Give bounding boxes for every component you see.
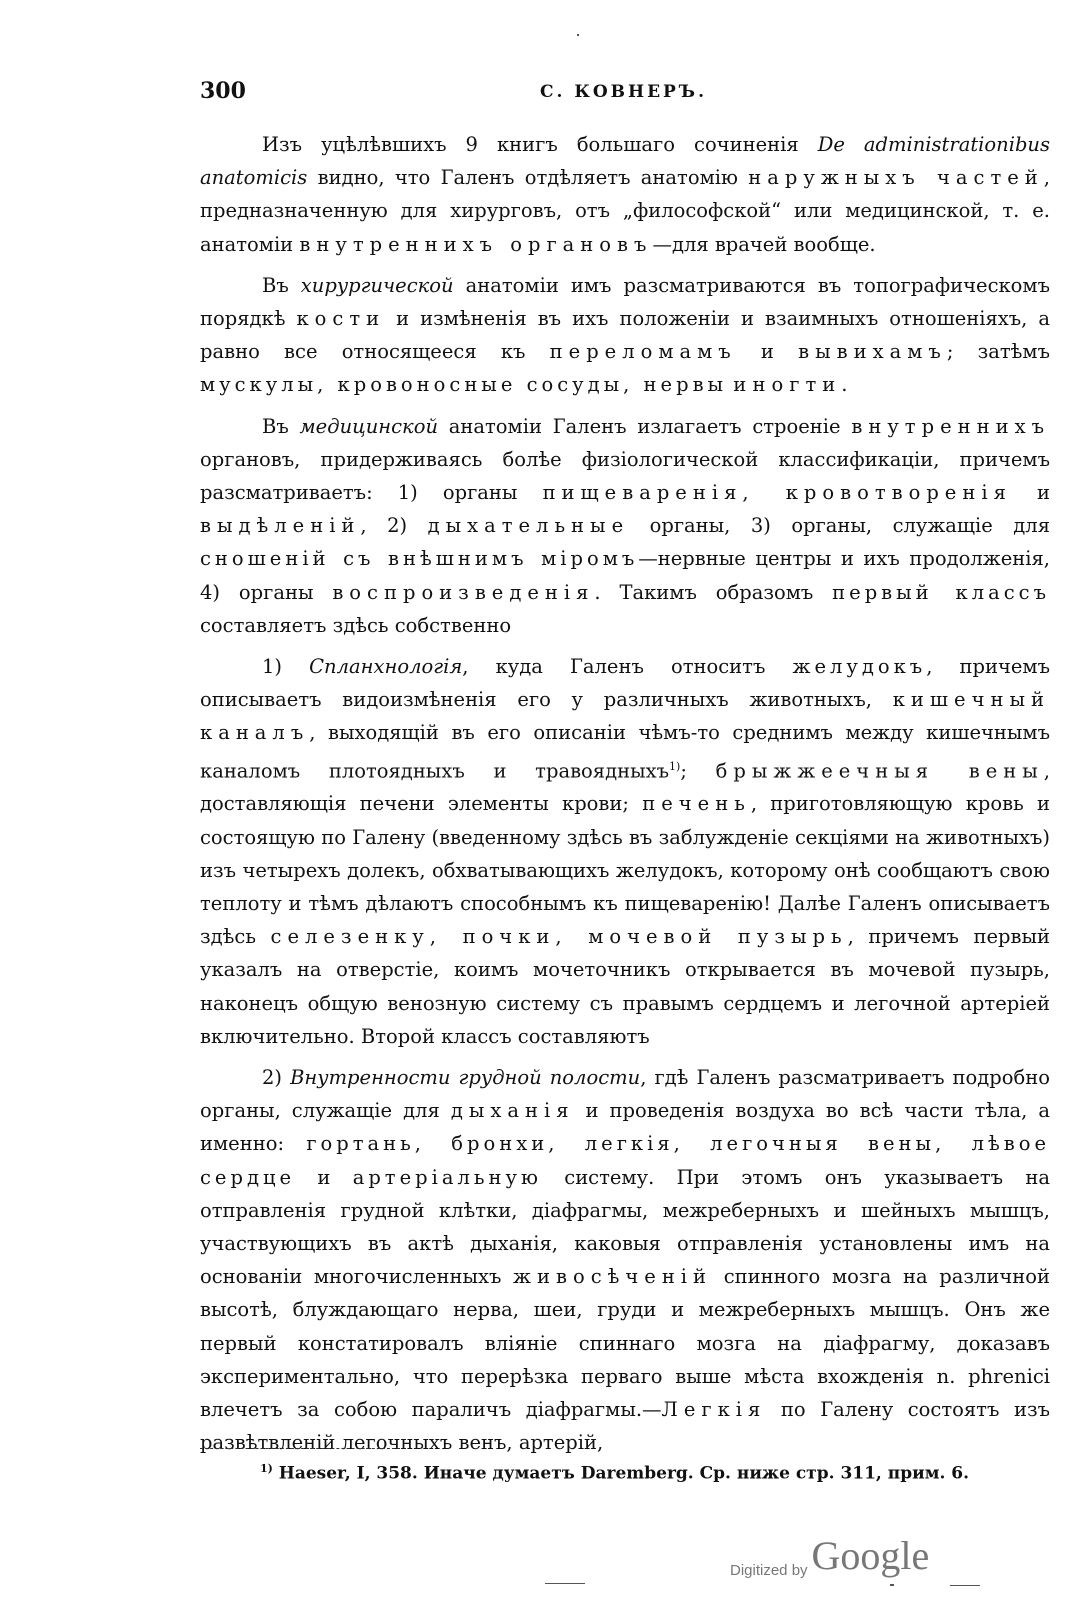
digitized-watermark (730, 1532, 929, 1582)
text-run: Въ (262, 273, 301, 297)
text-run: спинного мозга на различной высотѣ, блуждающаго нерва, шеи, груди и межреберныхъ мышцъ. Онъ же первый констатировалъ вліяніе спиннаго мозга на діафрагму, доказавъ экспериментально, что перерѣзка перваго выше мѣста вхожденія n. phrenici влечетъ за собою параличъ діафрагмы.— (200, 1265, 1050, 1422)
running-head: С. КОВНЕРЪ. (540, 82, 707, 102)
text-run: , гдѣ Галенъ разсматриваетъ подробно органы, служащіе для (200, 1065, 1050, 1123)
text-run: , доставляющія печени элементы крови; (200, 759, 1050, 816)
spaced-term: сношеній съ внѣшнимъ міромъ (200, 547, 639, 571)
page-header (200, 78, 1050, 112)
italic-term: Спланхнологія (309, 655, 463, 679)
italic-term: хирургической (300, 273, 454, 297)
paragraph-4 (200, 650, 1050, 1053)
spaced-term: переломамъ (549, 340, 737, 364)
text-run: органовъ, придерживаясь болѣе физіологической классификаціи, причемъ разсматриваетъ: 1) органы (200, 447, 1050, 505)
text-run: , причемъ первый указалъ на отверстіе, коимъ мочеточникъ открывается въ мочевой пузырь, наконецъ общую венозную систему съ правымъ сердцемъ и легочной артеріей включительно. Второй классъ составляютъ (200, 925, 1051, 1048)
italic-term: медицинской (299, 414, 438, 438)
spaced-term: пищеваренія, кровотворенія (542, 481, 1012, 505)
text-run: и (727, 373, 753, 397)
spaced-term: селезенку, почки, мочевой пузырь (270, 925, 848, 949)
spaced-term: кишечный каналъ (200, 688, 1050, 745)
text-run: анатоміи имъ разсматриваются въ топографическомъ порядкѣ (200, 273, 1050, 331)
scan-speck (890, 1584, 894, 1586)
text-run: составляетъ здѣсь собственно (200, 613, 512, 637)
page-number: 300 (200, 78, 246, 104)
footnote (260, 1462, 1050, 1484)
spaced-term: внутреннихъ (851, 414, 1050, 438)
text-run: и проведенія воздуха во всѣ части тѣла, а именно: (200, 1099, 1050, 1156)
text-run: ; (680, 759, 716, 783)
footnote-divider (200, 1448, 400, 1449)
spaced-term: желудокъ (792, 655, 927, 679)
paragraph-1 (200, 128, 1050, 261)
paragraph-2 (200, 269, 1050, 402)
spaced-term: внутреннихъ органовъ (299, 232, 653, 256)
text-run: , 2) (360, 514, 428, 538)
text-run: и (736, 340, 799, 364)
text-run: , выходящій въ его описаніи чѣмъ-то среднимъ между кишечнымъ каналомъ плотоядныхъ и травоядныхъ (200, 721, 1050, 783)
text-run: и измѣненія въ ихъ положеніи и взаимныхъ отношеніяхъ, а равно все относящееся къ (200, 307, 1050, 364)
italic-term: Внутренности грудной полости (290, 1065, 641, 1089)
text-run: анатоміи Галенъ излагаетъ строеніе (438, 414, 852, 438)
text-run: . Такимъ образомъ (594, 580, 833, 604)
text-run: , причемъ описываетъ видоизмѣненія его у различныхъ животныхъ, (200, 655, 1050, 712)
spaced-term: наружныхъ частей (748, 166, 1044, 190)
footnote-reference: 1) (669, 759, 681, 773)
spaced-term: живосѣченій (513, 1265, 713, 1289)
body-text (200, 128, 1050, 1467)
google-logo: Google (811, 1533, 930, 1578)
scan-speck (545, 1583, 585, 1584)
spaced-term: первый классъ (832, 580, 1050, 604)
watermark-caption: Digitized by (730, 1562, 808, 1579)
spaced-term: ногти (752, 373, 842, 397)
spaced-term: вывихамъ (798, 340, 947, 364)
text-run: —для врачей вообще. (652, 232, 876, 256)
spaced-term: печень (642, 792, 751, 816)
paragraph-3 (200, 410, 1050, 642)
text-run: , куда Галенъ относитъ (462, 655, 793, 679)
spaced-term: Легкія (661, 1398, 767, 1422)
spaced-term: гортань, бронхи, легкія, легочныя вены, лѣвое сердце (200, 1132, 1050, 1189)
spaced-term: воспроизведенія (332, 580, 595, 604)
scan-speck (577, 34, 579, 36)
text-run: 2) (262, 1065, 291, 1089)
text-run: —нервные центры и ихъ продолженія, 4) органы (200, 547, 1050, 604)
paragraph-5 (200, 1061, 1050, 1459)
scan-speck (950, 1585, 980, 1586)
latin-title: De administrationibus anatomicis (200, 133, 1050, 190)
footnote-text: Haeser, I, 358. Иначе думаетъ Daremberg. Ср. ниже стр. 311, прим. 6. (272, 1463, 970, 1484)
spaced-term: брыжжеечныя вены (715, 759, 1044, 783)
text-run: . (841, 373, 848, 397)
spaced-term: мускулы, кровоносные сосуды, нервы (200, 373, 728, 397)
footnote-mark: 1) (260, 1462, 273, 1475)
text-run: Изъ уцѣлѣвшихъ 9 книгъ большаго сочиненія (262, 133, 818, 156)
text-run: и (295, 1165, 353, 1189)
text-run: , предназначенную для хирурговъ, отъ „философской“ или медицинской, т. е. анатоміи (200, 166, 1050, 256)
text-run: систему. При этомъ онъ указываетъ на отправленія грудной клѣтки, діафрагмы, межреберныхъ и шейныхъ мышцъ, участвующихъ въ актѣ дыханія, каковыя отправленія установлены имъ на основаніи многочисленныхъ (200, 1165, 1050, 1289)
text-run: 1) (262, 655, 310, 679)
spaced-term: дыхательные (427, 514, 630, 538)
spaced-term: дыханія (450, 1099, 575, 1123)
text-run: по Галену состоятъ изъ развѣтвленій легочныхъ венъ, артерій, (200, 1398, 1050, 1455)
spaced-term: артеріальную (352, 1165, 542, 1189)
text-run: , приготовляющую кровь и состоящую по Галену (введенному здѣсь въ заблужденіе секціями на животныхъ) изъ четырехъ долекъ, обхватывающихъ желудокъ, которому онѣ сообщаютъ свою теплоту и тѣмъ дѣлаютъ способнымъ къ пищеваренію! Далѣе Галенъ описываетъ здѣсь (200, 792, 1051, 949)
text-run: и (1011, 481, 1050, 505)
spaced-term: выдѣленій (200, 514, 361, 538)
text-run: органы, 3) органы, служащіе для (629, 514, 1050, 538)
spaced-term: кости (296, 307, 386, 331)
text-run: ; затѣмъ (946, 340, 1050, 364)
text-run: Въ (262, 414, 300, 438)
text-run: видно, что Галенъ отдѣляетъ анатомію (307, 166, 749, 190)
